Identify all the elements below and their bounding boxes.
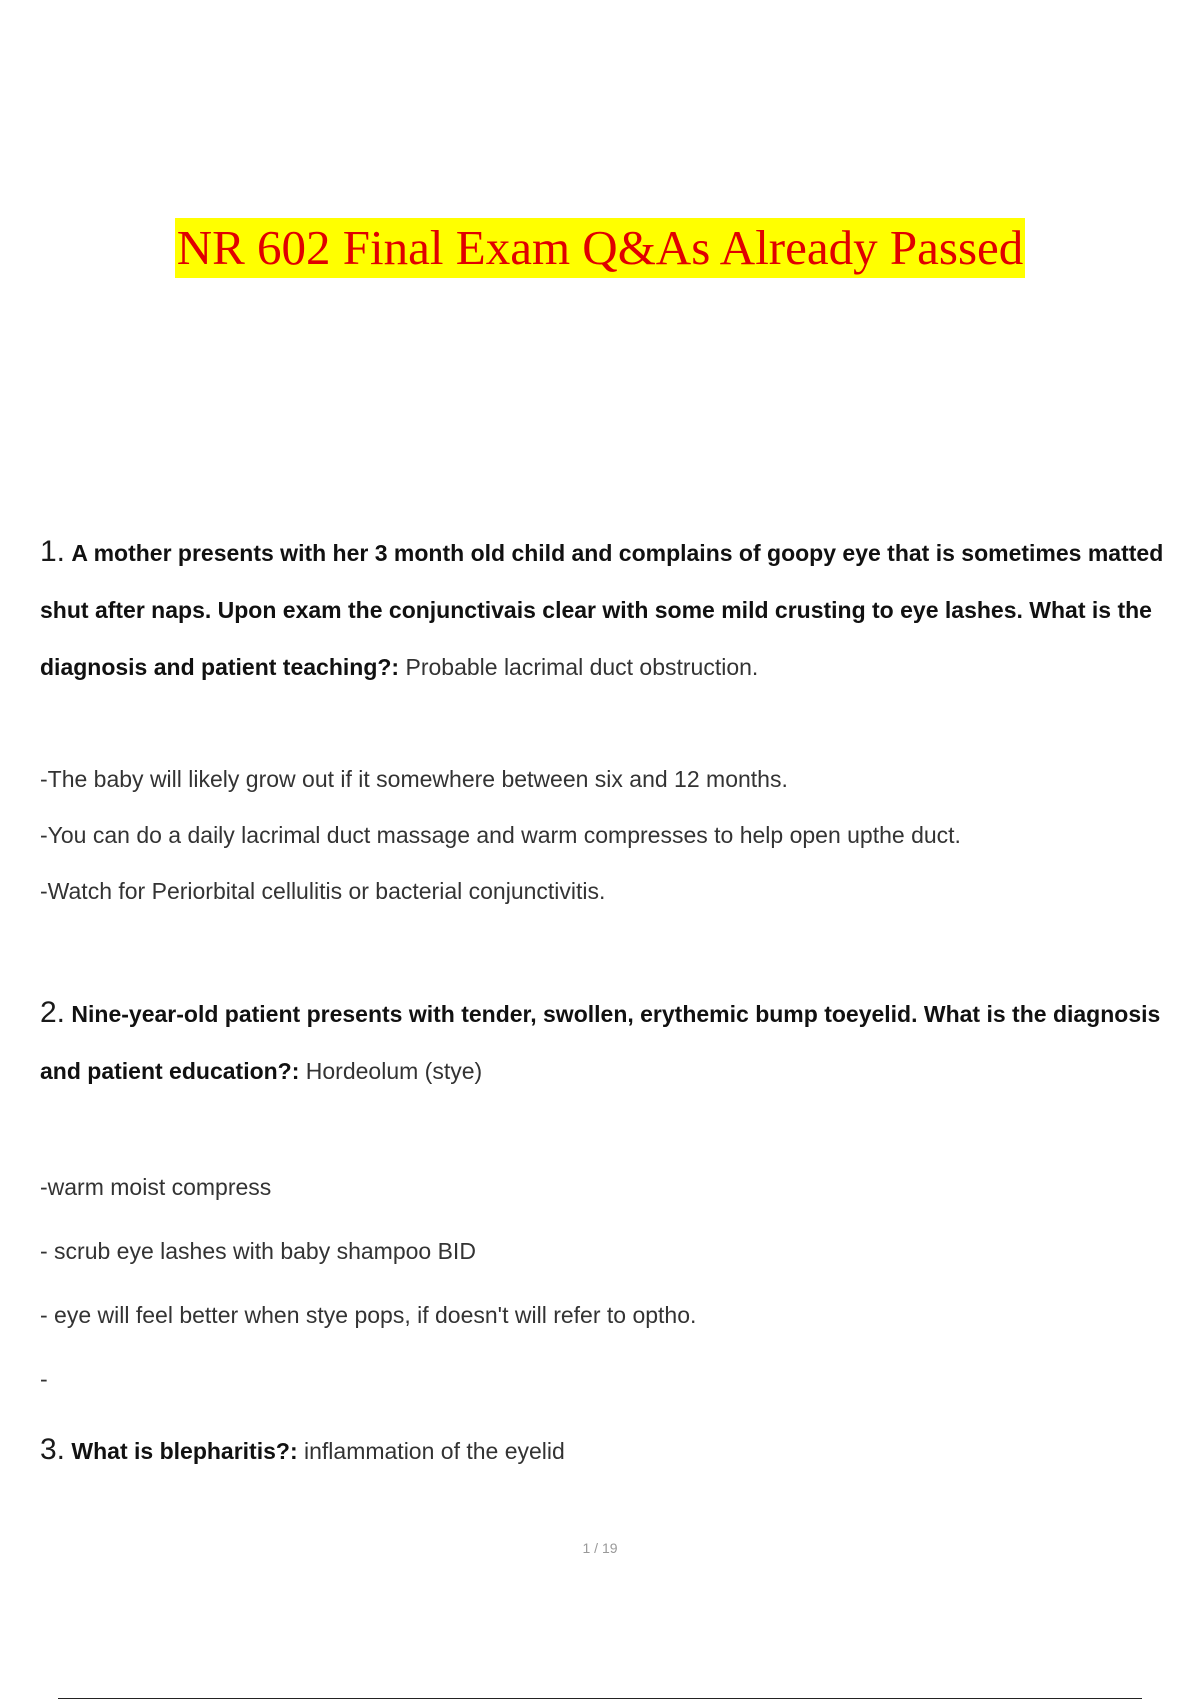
- spacer: [40, 1411, 1170, 1421]
- question-3: [40, 1421, 1170, 1480]
- question-2: [40, 984, 1170, 1100]
- question-text: What is blepharitis?:: [71, 1438, 298, 1464]
- note-line: -warm moist compress: [40, 1174, 272, 1200]
- note-line: -You can do a daily lacrimal duct massage and warm compresses to help open upthe duct.: [40, 822, 961, 848]
- question-number: 2.: [40, 996, 66, 1029]
- answer-notes-2: [40, 1155, 1170, 1411]
- note-line: -The baby will likely grow out if it somewhere between six and 12 months.: [40, 766, 788, 792]
- document-title: NR 602 Final Exam Q&As Already Passed: [175, 218, 1026, 278]
- page-bottom-divider: [58, 1698, 1142, 1699]
- note-line: - eye will feel better when stye pops, if doesn't will refer to optho.: [40, 1302, 697, 1328]
- answer-text: Probable lacrimal duct obstruction.: [405, 654, 759, 680]
- question-1: [40, 523, 1170, 696]
- title-wrapper: [0, 218, 1200, 278]
- spacer: [40, 1100, 1170, 1155]
- spacer: [40, 696, 1170, 751]
- question-number: 3.: [40, 1433, 66, 1466]
- document-body: [40, 523, 1170, 1480]
- answer-notes-1: [40, 751, 1170, 919]
- question-number: 1.: [40, 535, 66, 568]
- note-line: -: [40, 1366, 48, 1392]
- note-line: -Watch for Periorbital cellulitis or bacterial conjunctivitis.: [40, 878, 606, 904]
- question-text: A mother presents with her 3 month old child and complains of goopy eye that is sometimes matted shut after naps. Upon exam the conjunctivais clear with some mild crusting to eye lashes. What is the diagnosis and patient teaching?:: [40, 540, 1164, 680]
- answer-text: inflammation of the eyelid: [304, 1438, 565, 1464]
- note-line: - scrub eye lashes with baby shampoo BID: [40, 1238, 476, 1264]
- question-text: Nine-year-old patient presents with tender, swollen, erythemic bump toeyelid. What is the diagnosis and patient education?:: [40, 1001, 1161, 1084]
- spacer: [40, 919, 1170, 984]
- answer-text: Hordeolum (stye): [305, 1058, 483, 1084]
- page-indicator: 1 / 19: [582, 1540, 618, 1556]
